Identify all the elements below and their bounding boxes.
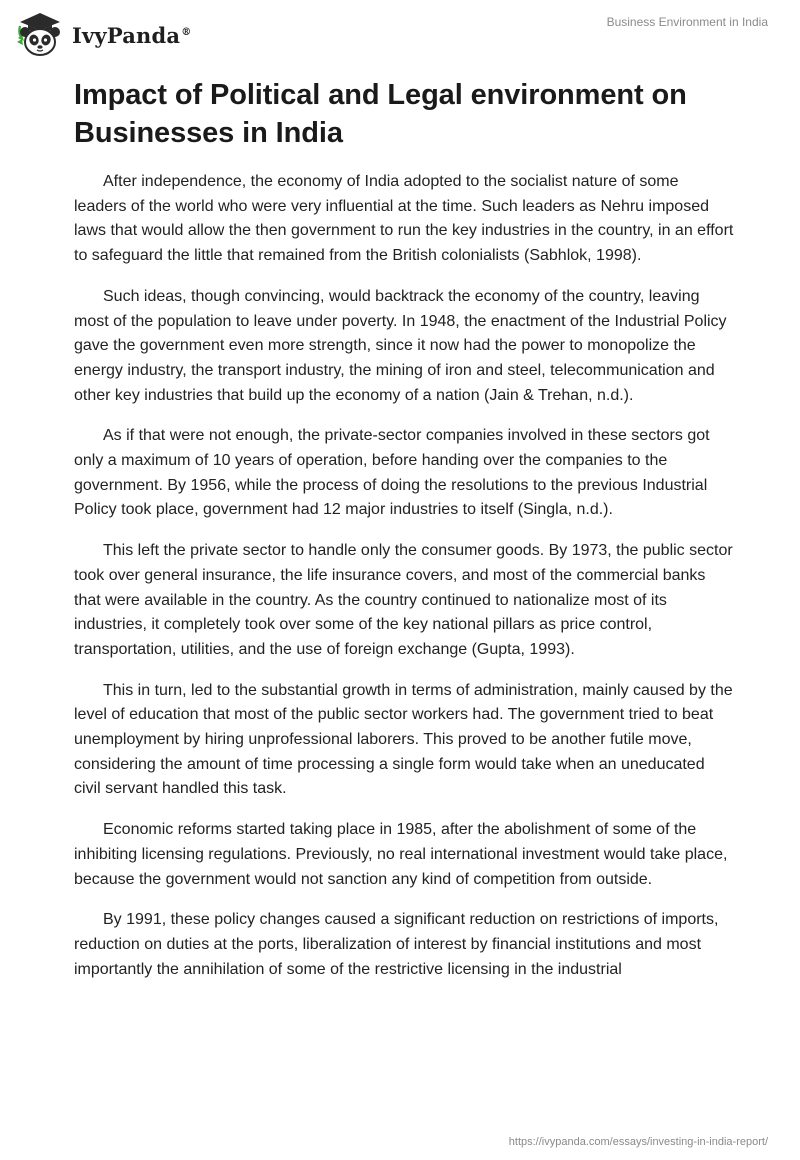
article-body	[74, 76, 734, 998]
page-header	[0, 0, 800, 70]
logo-name: IvyPanda	[72, 22, 181, 48]
paragraph: Economic reforms started taking place in 1985, after the abolishment of some of the inhibiting licensing regulations. Previously, no real international investment would take place, because the government would not sanction any kind of competition from outside.	[74, 821, 728, 888]
source-url-link[interactable]: https://ivypanda.com/essays/investing-in-india-report/	[508, 1136, 768, 1148]
paragraph: Such ideas, though convincing, would backtrack the economy of the country, leaving most of the population to leave under poverty. In 1948, the enactment of the Industrial Policy gave the government even more strength, since it now had the power to monopolize the energy industry, the transport industry, the mining of iron and steel, telecommunication and other key industries that build up the economy of a nation (Jain & Trehan, n.d.).	[74, 287, 727, 404]
paragraph: By 1991, these policy changes caused a significant reduction on restrictions of imports, reduction on duties at the ports, liberalization of interest by financial institutions and most importantly the annihilation of some of the restrictive licensing in the industrial	[74, 911, 719, 978]
logo-registered-mark: ®	[181, 26, 192, 38]
logo-wordmark	[72, 23, 191, 48]
paragraph: This left the private sector to handle only the consumer goods. By 1973, the public sector took over general insurance, the life insurance covers, and most of the commercial banks that were available in the country. As the country continued to nationalize most of its industries, it completely took over some of the key national pillars as price control, transportation, utilities, and the use of foreign exchange (Gupta, 1993).	[74, 542, 733, 658]
paragraph: After independence, the economy of India adopted to the socialist nature of some leaders of the world who were very influential at the time. Such leaders as Nehru imposed laws that would allow the then government to run the key industries in the country, in an effort to safeguard the little that remained from the British colonialists (Sabhlok, 1998).	[74, 173, 734, 265]
paragraph: This in turn, led to the substantial growth in terms of administration, mainly caused by the level of education that most of the public sector workers had. The government tried to beat unemployment by hiring unprofessional laborers. This proved to be another futile move, considering the amount of time processing a single form would take when an uneducated civil servant handled this task.	[74, 681, 733, 798]
article-title: Impact of Political and Legal environment on Businesses in India	[74, 79, 687, 149]
panda-graduate-icon	[14, 8, 66, 60]
ivypanda-logo[interactable]	[14, 8, 191, 60]
running-title: Business Environment in India	[606, 15, 768, 29]
paragraph: As if that were not enough, the private-sector companies involved in these sectors got only a maximum of 10 years of operation, before handing over the companies to the government. By 1956, while the process of doing the resolutions to the previous Industrial Policy took place, government had 12 major industries to itself (Singla, n.d.).	[74, 427, 710, 519]
